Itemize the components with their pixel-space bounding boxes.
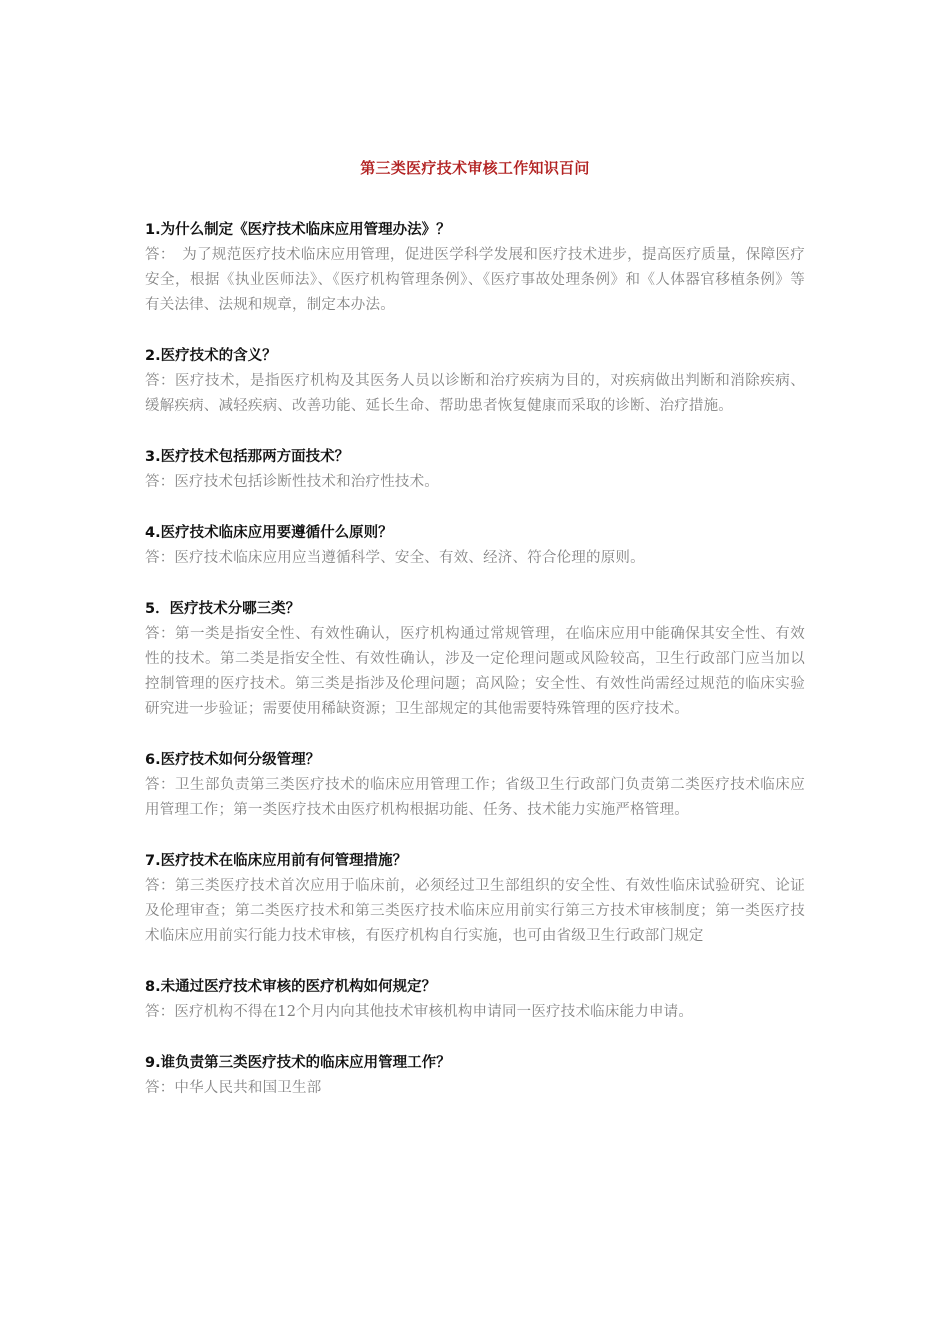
qa-item-7 <box>145 849 805 949</box>
qa-item-5 <box>145 597 805 722</box>
qa-item-4 <box>145 521 805 571</box>
answer-2: 答：医疗技术，是指医疗机构及其医务人员以诊断和治疗疾病为目的，对疾病做出判断和消除疾病、缓解疾病、减轻疾病、改善功能、延长生命、帮助患者恢复健康而采取的诊断、治疗措施。 <box>145 373 805 414</box>
qa-item-9 <box>145 1051 805 1101</box>
question-9: 9.谁负责第三类医疗技术的临床应用管理工作？ <box>145 1055 451 1071</box>
question-5: 5．医疗技术分哪三类？ <box>145 601 301 617</box>
answer-9: 答：中华人民共和国卫生部 <box>145 1080 322 1096</box>
answer-7: 答：第三类医疗技术首次应用于临床前，必须经过卫生部组织的安全性、有效性临床试验研究、论证及伦理审查；第二类医疗技术和第三类医疗技术临床应用前实行第三方技术审核制度；第一类医疗技术临床应用前实行能力技术审核，有医疗机构自行实施，也可由省级卫生行政部门规定 <box>145 878 805 944</box>
answer-4: 答：医疗技术临床应用应当遵循科学、安全、有效、经济、符合伦理的原则。 <box>145 550 645 566</box>
question-1: 1.为什么制定《医疗技术临床应用管理办法》？ <box>145 222 451 238</box>
answer-1: 答： 为了规范医疗技术临床应用管理，促进医学科学发展和医疗技术进步，提高医疗质量，保障医疗安全，根据《执业医师法》、《医疗机构管理条例》、《医疗事故处理条例》和《人体器官移植条例》等有关法律、法规和规章，制定本办法。 <box>145 247 805 313</box>
answer-3: 答：医疗技术包括诊断性技术和治疗性技术。 <box>145 474 439 490</box>
question-4: 4.医疗技术临床应用要遵循什么原则？ <box>145 525 393 541</box>
question-3: 3.医疗技术包括那两方面技术？ <box>145 449 350 465</box>
question-7: 7.医疗技术在临床应用前有何管理措施？ <box>145 853 408 869</box>
answer-8: 答：医疗机构不得在12个月内向其他技术审核机构申请同一医疗技术临床能力申请。 <box>145 1004 694 1020</box>
answer-5: 答：第一类是指安全性、有效性确认，医疗机构通过常规管理，在临床应用中能确保其安全性、有效性的技术。第二类是指安全性、有效性确认，涉及一定伦理问题或风险较高，卫生行政部门应当加以控制管理的医疗技术。第三类是指涉及伦理问题；高风险；安全性、有效性尚需经过规范的临床实验研究进一步验证；需要使用稀缺资源；卫生部规定的其他需要特殊管理的医疗技术。 <box>145 626 805 717</box>
question-8: 8.未通过医疗技术审核的医疗机构如何规定？ <box>145 979 437 995</box>
qa-item-2 <box>145 344 805 419</box>
answer-6: 答：卫生部负责第三类医疗技术的临床应用管理工作；省级卫生行政部门负责第二类医疗技术临床应用管理工作；第一类医疗技术由医疗机构根据功能、任务、技术能力实施严格管理。 <box>145 777 805 818</box>
qa-item-6 <box>145 748 805 823</box>
question-6: 6.医疗技术如何分级管理？ <box>145 752 321 768</box>
document-title: 第三类医疗技术审核工作知识百问 <box>360 159 590 177</box>
qa-item-8 <box>145 975 805 1025</box>
qa-item-1 <box>145 218 805 318</box>
qa-list <box>145 218 805 1127</box>
question-2: 2.医疗技术的含义？ <box>145 348 277 364</box>
qa-item-3 <box>145 445 805 495</box>
